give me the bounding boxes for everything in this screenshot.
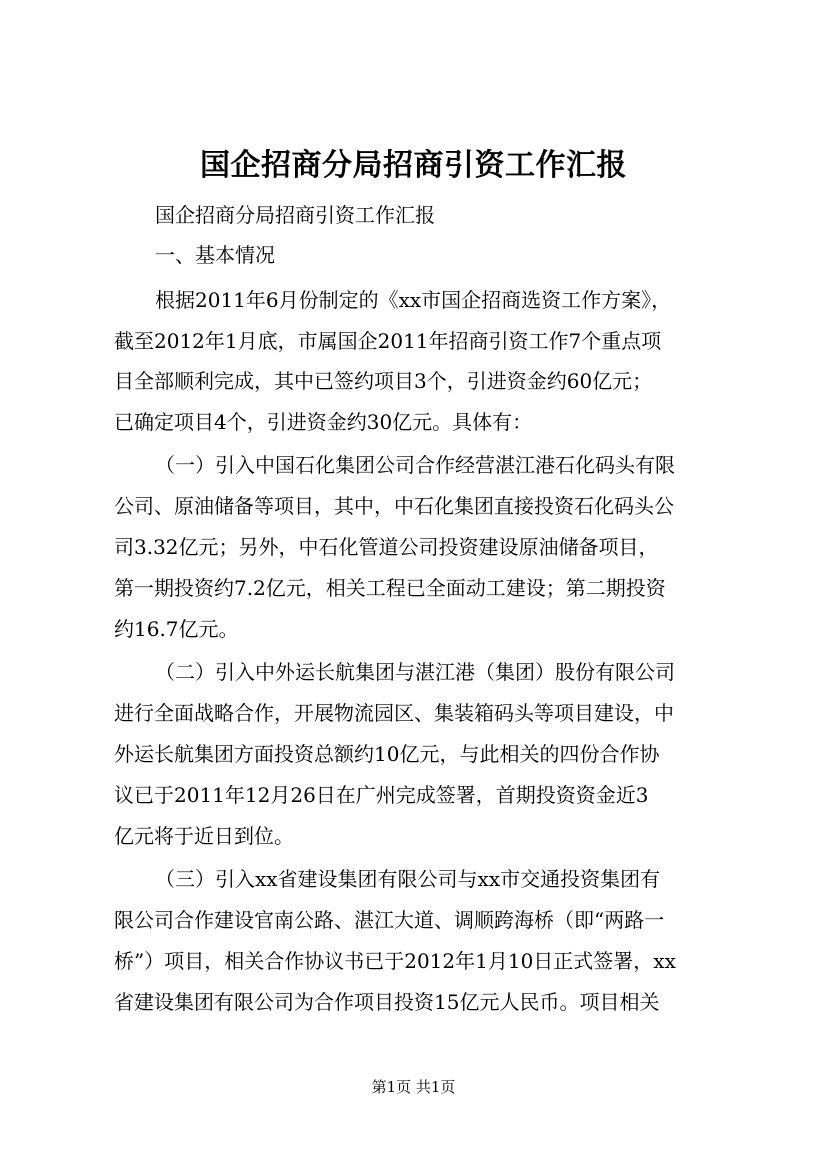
paragraph-line: 截至2012年1月底，市属国企2011年招商引资工作7个重点项	[114, 329, 662, 353]
page-number-footer: 第1页 共1页	[371, 1078, 456, 1096]
paragraph-line: 第一期投资约7.2亿元，相关工程已全面动工建设；第二期投资	[114, 576, 666, 600]
paragraph-line: 限公司合作建设官南公路、湛江大道、调顺跨海桥（即“两路一	[114, 908, 665, 932]
paragraph-line: 议已于2011年12月26日在广州完成签署，首期投资资金近3	[114, 783, 649, 807]
paragraph-line: 约16.7亿元。	[114, 617, 239, 641]
paragraph-line: 司3.32亿元；另外，中石化管道公司投资建设原油储备项目，	[114, 535, 659, 559]
subtitle-line: 国企招商分局招商引资工作汇报	[155, 203, 435, 227]
paragraph-line: （三）引入xx省建设集团有限公司与xx市交通投资集团有	[155, 867, 661, 891]
paragraph-line: 桥”）项目，相关合作协议书已于2012年1月10日正式签署，xx	[114, 949, 676, 973]
paragraph-line: 目全部顺利完成，其中已签约项目3个，引进资金约60亿元；	[114, 369, 653, 393]
section-heading: 一、基本情况	[155, 243, 275, 267]
paragraph-line: （二）引入中外运长航集团与湛江港（集团）股份有限公司	[155, 660, 675, 684]
paragraph-line: 公司、原油储备等项目，其中，中石化集团直接投资石化码头公	[114, 494, 674, 518]
paragraph-line: 进行全面战略合作，开展物流园区、集装箱码头等项目建设，中	[114, 701, 674, 725]
paragraph-line: 亿元将于近日到位。	[114, 824, 294, 848]
document-title: 国企招商分局招商引资工作汇报	[200, 148, 627, 183]
paragraph-line: （一）引入中国石化集团公司合作经营湛江港石化码头有限	[155, 453, 675, 477]
paragraph-line: 省建设集团有限公司为合作项目投资15亿元人民币。项目相关	[114, 990, 660, 1014]
paragraph-line: 根据2011年6月份制定的《xx市国企招商选资工作方案》，	[155, 288, 672, 312]
paragraph-line: 外运长航集团方面投资总额约10亿元，与此相关的四份合作协	[114, 742, 660, 766]
paragraph-line: 已确定项目4个，引进资金约30亿元。具体有：	[114, 410, 533, 434]
